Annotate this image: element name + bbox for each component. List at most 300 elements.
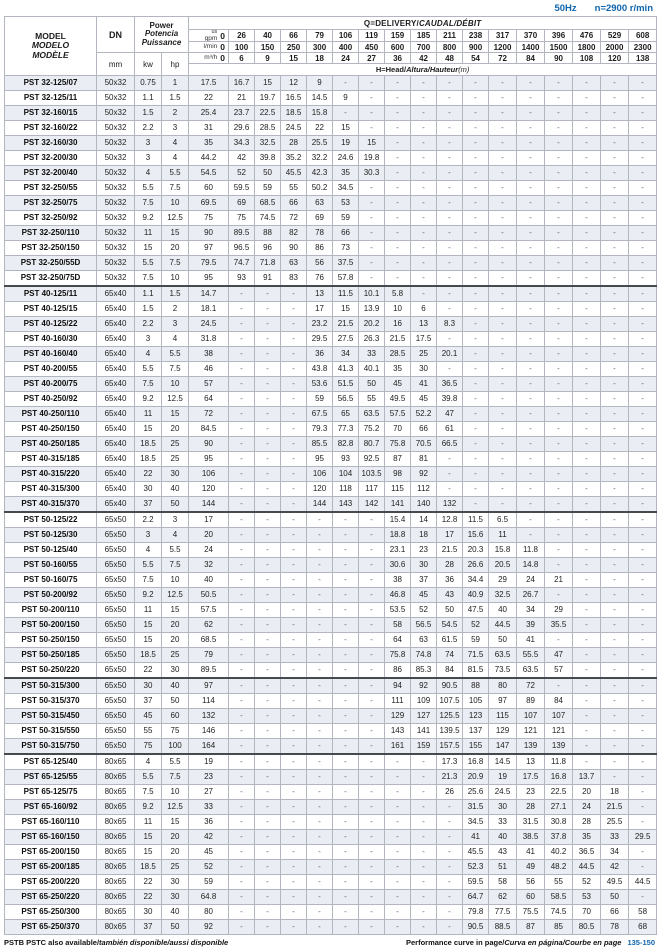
head-cell: 11.8 <box>545 754 573 770</box>
head-cell: - <box>281 377 307 392</box>
head-cell: 40 <box>489 830 517 845</box>
head-cell: - <box>629 196 657 211</box>
head-cell: - <box>255 709 281 724</box>
head-cell: 15 <box>333 121 359 136</box>
table-row <box>5 136 657 151</box>
head-cell: - <box>573 151 601 166</box>
head-cell: 15.8 <box>489 543 517 558</box>
kw-cell: 5.5 <box>135 256 162 271</box>
head-cell: - <box>307 573 333 588</box>
hp-cell: 25 <box>162 860 189 875</box>
dn-cell: 50x32 <box>97 196 135 211</box>
head-cell: - <box>601 543 629 558</box>
model-cell: PST 65-125/55 <box>5 770 97 785</box>
table-row <box>5 512 657 528</box>
head-cell: - <box>545 392 573 407</box>
head-cell: - <box>229 422 255 437</box>
head-cell: - <box>229 452 255 467</box>
header-kw-cell: kw <box>135 53 162 76</box>
head-cell: - <box>517 136 545 151</box>
dn-cell: 65x40 <box>97 422 135 437</box>
head-cell: 44.5 <box>629 875 657 890</box>
head-cell: - <box>463 467 489 482</box>
table-row <box>5 362 657 377</box>
head-cell: - <box>385 76 411 91</box>
head-cell: - <box>573 317 601 332</box>
head-cell: 142 <box>359 497 385 513</box>
head-cell: - <box>333 800 359 815</box>
q-column-header-lmin: 450 <box>359 42 385 53</box>
head-cell: 9 <box>307 76 333 91</box>
model-cell: PST 40-160/30 <box>5 332 97 347</box>
head-cell: - <box>463 392 489 407</box>
head-cell: - <box>545 256 573 271</box>
head-cell: - <box>629 136 657 151</box>
head-cell: - <box>307 875 333 890</box>
head-cell: - <box>359 633 385 648</box>
head-cell: - <box>601 633 629 648</box>
q-column-header-gpm: 529 <box>601 30 629 42</box>
head-cell: 92.5 <box>359 452 385 467</box>
head-cell: - <box>359 724 385 739</box>
head-cell: - <box>573 91 601 106</box>
head-cell: - <box>463 407 489 422</box>
head-cell: - <box>629 76 657 91</box>
head-cell: - <box>489 422 517 437</box>
head-cell: - <box>545 286 573 302</box>
head-cell: 41.3 <box>333 362 359 377</box>
head-cell: - <box>229 800 255 815</box>
head-cell: - <box>489 226 517 241</box>
head-cell: - <box>601 709 629 724</box>
head-cell: 34.5 <box>463 815 489 830</box>
head-cell: 34 <box>601 845 629 860</box>
head-cell: 20.5 <box>489 558 517 573</box>
head-cell: 85 <box>545 920 573 935</box>
head-cell: - <box>411 241 437 256</box>
head-cell: - <box>573 181 601 196</box>
head-cell: 33 <box>189 800 229 815</box>
kw-cell: 11 <box>135 603 162 618</box>
head-cell: - <box>545 633 573 648</box>
head-cell: - <box>281 286 307 302</box>
head-cell: - <box>629 573 657 588</box>
head-cell: - <box>545 588 573 603</box>
footer-right-plain: Performance curve in page/ <box>405 938 505 947</box>
head-cell: 40.1 <box>359 362 385 377</box>
head-cell: - <box>437 166 463 181</box>
head-cell: - <box>333 618 359 633</box>
head-cell: - <box>359 875 385 890</box>
head-cell: 93 <box>333 452 359 467</box>
head-cell: 88 <box>463 678 489 694</box>
head-cell: - <box>359 739 385 755</box>
head-cell: 46.8 <box>385 588 411 603</box>
head-cell: 52 <box>189 860 229 875</box>
head-cell: - <box>601 121 629 136</box>
head-cell: - <box>229 633 255 648</box>
head-cell: - <box>385 241 411 256</box>
head-cell: - <box>359 603 385 618</box>
head-cell: - <box>517 362 545 377</box>
head-cell: - <box>359 543 385 558</box>
head-cell: - <box>489 377 517 392</box>
kw-cell: 15 <box>135 830 162 845</box>
head-cell: - <box>281 724 307 739</box>
q-column-header-m3h: 6 <box>229 53 255 64</box>
head-cell: 33 <box>359 347 385 362</box>
head-cell: 86 <box>307 241 333 256</box>
q-column-header-gpm: 185 <box>411 30 437 42</box>
head-cell: - <box>545 377 573 392</box>
head-cell: 23 <box>189 770 229 785</box>
head-cell: 18.8 <box>385 528 411 543</box>
head-cell: - <box>281 709 307 724</box>
hp-cell: 12.5 <box>162 800 189 815</box>
head-cell: - <box>281 407 307 422</box>
model-cell: PST 40-125/11 <box>5 286 97 302</box>
head-cell: - <box>281 317 307 332</box>
head-cell: 29 <box>545 603 573 618</box>
table-row <box>5 271 657 287</box>
head-cell: - <box>573 633 601 648</box>
head-cell: 20.1 <box>437 347 463 362</box>
table-row <box>5 603 657 618</box>
head-cell: 92 <box>411 467 437 482</box>
head-cell: - <box>573 739 601 755</box>
head-cell: - <box>489 286 517 302</box>
head-cell: 63 <box>411 633 437 648</box>
head-cell: - <box>517 452 545 467</box>
head-cell: 25.5 <box>601 815 629 830</box>
head-cell: - <box>601 286 629 302</box>
head-cell: - <box>385 106 411 121</box>
head-cell: 98 <box>385 467 411 482</box>
model-cell: PST 65-125/75 <box>5 785 97 800</box>
hp-cell: 3 <box>162 317 189 332</box>
head-cell: - <box>385 770 411 785</box>
hp-cell: 4 <box>162 528 189 543</box>
kw-cell: 7.5 <box>135 573 162 588</box>
model-cell: PST 50-125/30 <box>5 528 97 543</box>
model-cell: PST 32-250/92 <box>5 211 97 226</box>
head-cell: - <box>629 482 657 497</box>
head-cell: - <box>601 256 629 271</box>
dn-cell: 65x40 <box>97 302 135 317</box>
head-cell: 52 <box>229 166 255 181</box>
head-cell: 35 <box>189 136 229 151</box>
head-cell: - <box>601 317 629 332</box>
head-cell: - <box>517 91 545 106</box>
head-cell: - <box>463 271 489 287</box>
head-cell: - <box>385 754 411 770</box>
header-power-cell <box>135 17 189 53</box>
head-cell: 16.8 <box>545 770 573 785</box>
footer-right-italic: Curva en página/Courbe en page <box>504 938 622 947</box>
head-cell: 24.5 <box>189 317 229 332</box>
head-cell: 36 <box>189 815 229 830</box>
head-cell: - <box>281 528 307 543</box>
head-cell: 89.5 <box>189 663 229 679</box>
head-cell: - <box>573 678 601 694</box>
head-cell: - <box>255 573 281 588</box>
kw-cell: 11 <box>135 226 162 241</box>
head-cell: - <box>573 558 601 573</box>
head-cell: - <box>229 770 255 785</box>
head-cell: - <box>385 256 411 271</box>
head-cell: - <box>307 678 333 694</box>
head-cell: - <box>573 437 601 452</box>
head-cell: - <box>359 663 385 679</box>
model-cell: PST 50-315/300 <box>5 678 97 694</box>
head-cell: 77.3 <box>333 422 359 437</box>
head-cell: - <box>573 618 601 633</box>
head-cell: 121 <box>517 724 545 739</box>
hp-cell: 75 <box>162 724 189 739</box>
power-label-es: Potencia <box>144 29 179 39</box>
dn-cell: 50x32 <box>97 271 135 287</box>
head-cell: 147 <box>489 739 517 755</box>
head-cell: 72 <box>281 211 307 226</box>
head-cell: - <box>545 437 573 452</box>
table-row <box>5 437 657 452</box>
head-cell: 61 <box>437 422 463 437</box>
head-cell: 63 <box>281 256 307 271</box>
head-cell: 84 <box>545 694 573 709</box>
head-cell: - <box>281 467 307 482</box>
head-cell: 139 <box>545 739 573 755</box>
head-cell: 17.5 <box>517 770 545 785</box>
head-cell: - <box>463 226 489 241</box>
head-cell: 36 <box>437 573 463 588</box>
lmin-zero-value: 0 <box>220 42 226 52</box>
head-cell: - <box>411 860 437 875</box>
head-cell: - <box>463 286 489 302</box>
head-cell: 69.5 <box>189 196 229 211</box>
head-cell: 141 <box>385 497 411 513</box>
model-cell: PST 50-315/550 <box>5 724 97 739</box>
head-cell: 22.5 <box>255 106 281 121</box>
head-cell: - <box>463 196 489 211</box>
head-cell: - <box>229 785 255 800</box>
head-cell: - <box>411 151 437 166</box>
head-cell: 84 <box>437 663 463 679</box>
head-cell: - <box>359 106 385 121</box>
head-cell: 89 <box>517 694 545 709</box>
head-cell: - <box>629 588 657 603</box>
dn-cell: 65x50 <box>97 573 135 588</box>
head-cell: - <box>359 558 385 573</box>
table-row <box>5 196 657 211</box>
head-cell: - <box>411 226 437 241</box>
table-row <box>5 588 657 603</box>
head-cell: - <box>573 724 601 739</box>
head-cell: - <box>517 302 545 317</box>
head-cell: - <box>281 815 307 830</box>
head-cell: 34 <box>517 603 545 618</box>
head-cell: 18.1 <box>189 302 229 317</box>
hp-cell: 3 <box>162 512 189 528</box>
head-cell: - <box>489 166 517 181</box>
head-cell: 15.4 <box>385 512 411 528</box>
head-cell: 36 <box>307 347 333 362</box>
head-cell: - <box>545 121 573 136</box>
head-cell: - <box>229 875 255 890</box>
head-cell: 103.5 <box>359 467 385 482</box>
head-cell: - <box>601 558 629 573</box>
head-cell: - <box>385 226 411 241</box>
model-cell: PST 32-250/75 <box>5 196 97 211</box>
head-cell: - <box>255 754 281 770</box>
head-cell: - <box>573 588 601 603</box>
hp-cell: 7.5 <box>162 362 189 377</box>
hp-cell: 25 <box>162 452 189 467</box>
head-cell: 11.8 <box>517 543 545 558</box>
hp-cell: 30 <box>162 875 189 890</box>
head-cell: 57.8 <box>333 271 359 287</box>
kw-cell: 15 <box>135 422 162 437</box>
head-cell: - <box>307 739 333 755</box>
kw-cell: 5.5 <box>135 362 162 377</box>
head-cell: 33 <box>601 830 629 845</box>
head-cell: 13 <box>411 317 437 332</box>
dn-cell: 80x65 <box>97 830 135 845</box>
dn-cell: 65x50 <box>97 528 135 543</box>
kw-cell: 22 <box>135 663 162 679</box>
dn-cell: 65x40 <box>97 317 135 332</box>
head-cell: - <box>545 362 573 377</box>
head-cell: 68 <box>629 920 657 935</box>
model-cell: PST 32-125/07 <box>5 76 97 91</box>
head-cell: - <box>411 785 437 800</box>
head-cell: - <box>601 694 629 709</box>
head-cell: - <box>629 422 657 437</box>
head-cell: - <box>307 663 333 679</box>
head-cell: - <box>601 754 629 770</box>
head-cell: 44.5 <box>573 860 601 875</box>
head-cell: - <box>601 482 629 497</box>
model-cell: PST 65-250/370 <box>5 920 97 935</box>
head-cell: - <box>281 302 307 317</box>
head-cell: - <box>385 785 411 800</box>
head-cell: - <box>255 452 281 467</box>
head-cell: 8.3 <box>437 317 463 332</box>
head-cell: - <box>545 136 573 151</box>
head-cell: 64.7 <box>463 890 489 905</box>
head-cell: - <box>629 407 657 422</box>
dn-cell: 50x32 <box>97 91 135 106</box>
head-cell: 82 <box>281 226 307 241</box>
head-cell: - <box>333 633 359 648</box>
head-cell: - <box>573 377 601 392</box>
head-cell: - <box>629 678 657 694</box>
head-cell: 33 <box>489 815 517 830</box>
head-cell: - <box>385 830 411 845</box>
hp-cell: 10 <box>162 271 189 287</box>
model-cell: PST 50-200/110 <box>5 603 97 618</box>
dn-cell: 50x32 <box>97 106 135 121</box>
head-cell: - <box>517 497 545 513</box>
dn-cell: 65x40 <box>97 407 135 422</box>
q-column-header-m3h: 90 <box>545 53 573 64</box>
head-cell: - <box>545 347 573 362</box>
table-row <box>5 770 657 785</box>
head-cell: 88 <box>255 226 281 241</box>
head-cell: - <box>437 875 463 890</box>
q-column-header-m3h: 42 <box>411 53 437 64</box>
kw-cell: 1.1 <box>135 91 162 106</box>
head-cell: - <box>359 181 385 196</box>
head-cell: - <box>281 543 307 558</box>
head-cell: 57 <box>545 663 573 679</box>
head-cell: - <box>359 754 385 770</box>
head-cell: - <box>437 226 463 241</box>
head-cell: - <box>411 121 437 136</box>
m3h-zero-value: 0 <box>220 53 226 63</box>
head-cell: 6 <box>411 302 437 317</box>
head-cell: 34.4 <box>463 573 489 588</box>
head-cell: 17.5 <box>189 76 229 91</box>
head-cell: 49.5 <box>601 875 629 890</box>
head-cell: - <box>255 392 281 407</box>
dn-cell: 80x65 <box>97 770 135 785</box>
model-cell: PST 50-315/370 <box>5 694 97 709</box>
head-cell: - <box>229 724 255 739</box>
head-cell: - <box>307 724 333 739</box>
head-cell: 38.5 <box>517 830 545 845</box>
head-cell: 58 <box>489 875 517 890</box>
head-cell: - <box>573 407 601 422</box>
head-cell: - <box>229 648 255 663</box>
head-cell: - <box>629 633 657 648</box>
head-cell: - <box>333 724 359 739</box>
head-cell: 27.5 <box>333 332 359 347</box>
head-cell: - <box>307 588 333 603</box>
head-cell: - <box>463 332 489 347</box>
head-cell: - <box>463 452 489 467</box>
head-cell: 30.6 <box>385 558 411 573</box>
dn-cell: 65x40 <box>97 332 135 347</box>
q-column-header-lmin: 150 <box>255 42 281 53</box>
head-cell: - <box>601 663 629 679</box>
hp-cell: 20 <box>162 618 189 633</box>
head-cell: 21 <box>229 91 255 106</box>
head-cell: - <box>229 558 255 573</box>
head-cell: - <box>601 678 629 694</box>
head-cell: - <box>629 815 657 830</box>
model-cell: PST 40-315/370 <box>5 497 97 513</box>
hp-cell: 50 <box>162 694 189 709</box>
head-cell: - <box>517 151 545 166</box>
table-row <box>5 860 657 875</box>
kw-cell: 0.75 <box>135 76 162 91</box>
q-column-header-lmin: 1800 <box>573 42 601 53</box>
head-cell: 28 <box>281 136 307 151</box>
q-column-header-lmin: 1500 <box>545 42 573 53</box>
dn-cell: 65x50 <box>97 709 135 724</box>
head-cell: - <box>333 512 359 528</box>
head-cell: 112 <box>411 482 437 497</box>
head-cell: - <box>629 603 657 618</box>
kw-cell: 15 <box>135 618 162 633</box>
head-cell: - <box>437 151 463 166</box>
footer-bar <box>4 935 655 947</box>
table-row <box>5 694 657 709</box>
head-cell: 66 <box>601 905 629 920</box>
model-cell: PST 50-125/22 <box>5 512 97 528</box>
head-cell: 75.8 <box>385 437 411 452</box>
hp-cell: 40 <box>162 678 189 694</box>
